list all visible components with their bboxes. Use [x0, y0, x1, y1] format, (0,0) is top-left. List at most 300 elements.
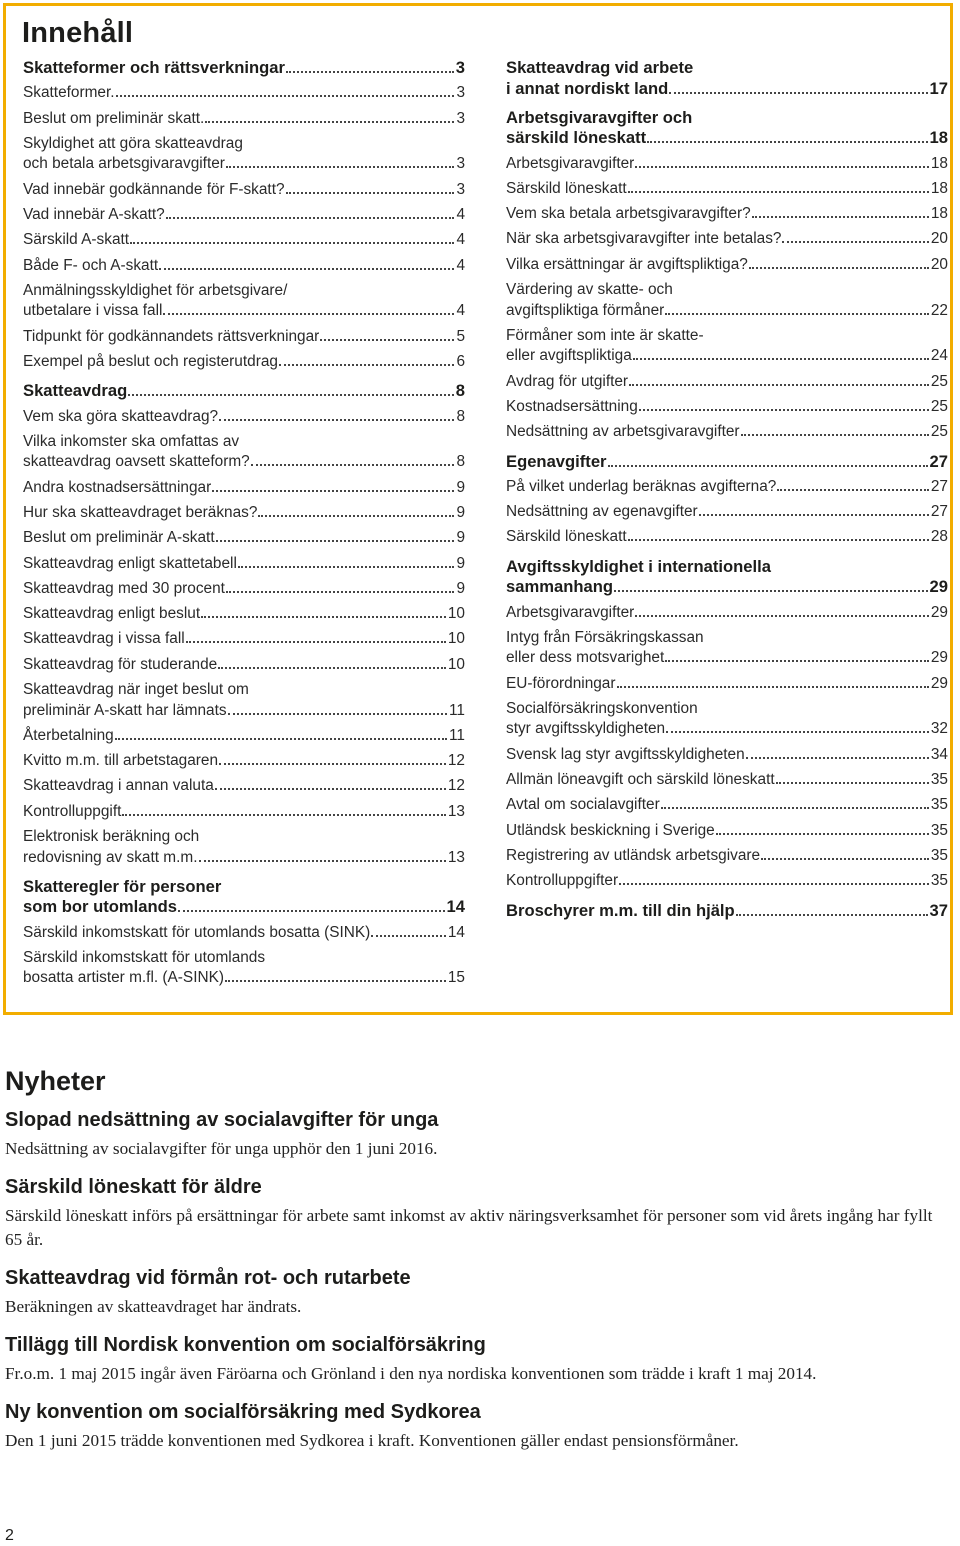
- toc-page-number: 9: [456, 503, 465, 521]
- toc-page-number: 18: [930, 179, 948, 197]
- news-item: [5, 1400, 945, 1453]
- toc-entry-row: [23, 923, 465, 944]
- toc-entry[interactable]: [506, 603, 948, 628]
- toc-entry-row: [506, 648, 948, 669]
- toc-page-number: 4: [456, 256, 465, 274]
- dot-leader: [699, 514, 929, 516]
- toc-entry-text: Skatteavdrag för studerande: [23, 655, 218, 673]
- dot-leader: [665, 660, 929, 662]
- toc-entry[interactable]: [23, 655, 465, 680]
- toc-entry-text: Skatteformer.: [23, 84, 115, 102]
- toc-page-number: 29: [929, 577, 948, 597]
- toc-entry-text: Vad innebär godkännande för F-skatt?: [23, 180, 285, 198]
- toc-page-number: 18: [930, 205, 948, 223]
- dot-leader: [279, 364, 454, 366]
- news-item: [5, 1266, 945, 1319]
- toc-entry-row: [23, 301, 465, 322]
- toc-entry-row: [23, 230, 465, 251]
- toc-entry-text: Egenavgifter: [506, 451, 607, 471]
- toc-entry-row: [506, 577, 948, 598]
- dot-leader: [212, 490, 454, 492]
- toc-page-number: 5: [456, 327, 465, 345]
- toc-entry-row: [23, 180, 465, 201]
- news-item-body: Nedsättning av socialavgifter för unga upphör den 1 juni 2016.: [5, 1139, 438, 1158]
- dot-leader: [635, 166, 929, 168]
- toc-title: Innehåll: [22, 17, 134, 49]
- toc-page-number: 27: [930, 503, 948, 521]
- toc-page-number: 25: [930, 423, 948, 441]
- toc-entry-row: [506, 179, 948, 200]
- toc-entry-row: [23, 256, 465, 277]
- dot-leader: [782, 241, 928, 243]
- toc-entry-row: [23, 629, 465, 650]
- toc-entry[interactable]: [23, 726, 465, 751]
- toc-page-number: 25: [930, 372, 948, 390]
- toc-entry-text: Vilka inkomster ska omfattas av: [23, 432, 240, 450]
- toc-entry-text: Kostnadsersättning: [506, 397, 638, 415]
- toc-entry-text: Särskild inkomstskatt för utomlands: [23, 948, 266, 966]
- toc-entry-text: Skatteavdrag enligt skattetabell: [23, 554, 237, 572]
- toc-entry-row: [23, 776, 465, 797]
- toc-entry-text: Socialförsäkringskonvention: [506, 699, 698, 717]
- toc-entry-row: [506, 674, 948, 695]
- toc-heading[interactable]: [23, 877, 465, 923]
- toc-entry[interactable]: [23, 629, 465, 654]
- toc-page-number: 35: [930, 821, 948, 839]
- toc-entry[interactable]: [23, 680, 465, 726]
- toc-entry-text: särskild löneskatt: [506, 128, 647, 148]
- toc-entry-row: [506, 128, 948, 149]
- toc-page-number: 8: [456, 453, 465, 471]
- toc-page-number: 11: [449, 726, 465, 744]
- toc-entry-row: [506, 821, 948, 842]
- dot-leader: [251, 464, 455, 466]
- toc-page-number: 13: [447, 802, 465, 820]
- dot-leader: [163, 313, 454, 315]
- toc-entry-text: Skatteavdrag: [23, 381, 128, 401]
- toc-entry-row: [23, 352, 465, 373]
- news-item-body: Den 1 juni 2015 trädde konventionen med Sydkorea i kraft. Konventionen gäller endast pensionsförmåner.: [5, 1431, 739, 1450]
- toc-entry-row: [23, 478, 465, 499]
- dot-leader: [205, 121, 454, 123]
- toc-entry-row: [506, 477, 948, 498]
- dot-leader: [216, 540, 455, 542]
- toc-entry-text: Tidpunkt för godkännandets rättsverkningar: [23, 327, 320, 345]
- toc-page-number: 37: [929, 900, 948, 920]
- toc-entry-row: [23, 109, 465, 130]
- toc-entry[interactable]: [506, 154, 948, 179]
- toc-entry[interactable]: [506, 204, 948, 229]
- toc-entry-text: Kontrolluppgift: [23, 802, 122, 820]
- toc-page-number: 9: [456, 579, 465, 597]
- toc-entry[interactable]: [506, 255, 948, 280]
- toc-entry[interactable]: [506, 821, 948, 846]
- toc-heading[interactable]: [23, 381, 465, 406]
- toc-entry[interactable]: [23, 579, 465, 604]
- toc-entry[interactable]: [506, 179, 948, 204]
- toc-page-number: 27: [929, 451, 948, 471]
- toc-entry-text: Arbetsgivaravgifter: [506, 603, 635, 621]
- toc-page-number: 14: [446, 897, 465, 917]
- dot-leader: [116, 95, 455, 97]
- dot-leader: [669, 92, 927, 94]
- toc-entry[interactable]: [506, 502, 948, 527]
- toc-entry[interactable]: [23, 604, 465, 629]
- dot-leader: [741, 434, 929, 436]
- toc-entry[interactable]: [23, 109, 465, 134]
- toc-page-number: 25: [930, 397, 948, 415]
- toc-entry-row: [23, 503, 465, 524]
- toc-entry-row: [506, 79, 948, 100]
- dot-leader: [635, 615, 929, 617]
- news-item-body: Fr.o.m. 1 maj 2015 ingår även Färöarna och Grönland i den nya nordiska konventionen som trädde i kraft 1 maj 2014.: [5, 1364, 817, 1383]
- toc-entry-text: Vad innebär A-skatt?: [23, 205, 165, 223]
- dot-leader: [665, 313, 929, 315]
- dot-leader: [122, 814, 445, 816]
- toc-entry-row: [506, 346, 948, 367]
- toc-entry-row: [506, 154, 948, 175]
- toc-entry-text: eller avgiftspliktiga: [506, 347, 632, 365]
- toc-page-number: 10: [447, 655, 465, 673]
- news-item-body: Särskild löneskatt införs på ersättningar för arbete samt inkomst av aktiv näringsverksamhet för personer som vid årets ingång har fyllt 65 år.: [5, 1206, 933, 1249]
- toc-entry[interactable]: [23, 827, 465, 873]
- dot-leader: [736, 914, 928, 916]
- dot-leader: [186, 641, 446, 643]
- toc-entry-row: [23, 554, 465, 575]
- dot-leader: [647, 141, 927, 143]
- toc-entry-text: Förmåner som inte är skatte-: [506, 326, 704, 344]
- dot-leader: [130, 242, 454, 244]
- news-item-heading: Särskild löneskatt för äldre: [5, 1176, 262, 1198]
- toc-page-number: 24: [930, 347, 948, 365]
- toc-entry-text: Både F- och A-skatt: [23, 256, 159, 274]
- toc-entry-text: Nedsättning av egenavgifter: [506, 503, 698, 521]
- news-item-heading: Ny konvention om socialförsäkring med Sydkorea: [5, 1401, 481, 1423]
- news-item: [5, 1333, 945, 1386]
- toc-entry[interactable]: [506, 770, 948, 795]
- toc-entry-row: [506, 871, 948, 892]
- news-item: [5, 1175, 945, 1252]
- toc-entry-row: [506, 229, 948, 250]
- toc-entry-text: sammanhang: [506, 577, 613, 597]
- dot-leader: [225, 980, 446, 982]
- toc-entry-text: och betala arbetsgivaravgifter: [23, 155, 225, 173]
- toc-entry-row: [23, 407, 465, 428]
- dot-leader: [608, 465, 928, 467]
- toc-entry-text: styr avgiftsskyldigheten: [506, 720, 666, 738]
- toc-entry-text: Kontrolluppgifter: [506, 872, 619, 890]
- toc-entry-text: Skatteavdrag med 30 procent: [23, 579, 225, 597]
- toc-entry[interactable]: [23, 256, 465, 281]
- toc-entry-row: [23, 452, 465, 473]
- toc-entry[interactable]: [23, 134, 465, 180]
- toc-entry-text: preliminär A-skatt har lämnats: [23, 701, 227, 719]
- toc-page-number: 12: [447, 777, 465, 795]
- toc-entry-text: som bor utomlands: [23, 897, 177, 917]
- toc-page-number: 4: [456, 302, 465, 320]
- toc-page-number: 18: [930, 154, 948, 172]
- toc-heading[interactable]: [506, 901, 948, 926]
- toc-page-number: 9: [456, 554, 465, 572]
- toc-page-number: 32: [930, 720, 948, 738]
- toc-page-number: 35: [930, 872, 948, 890]
- toc-entry[interactable]: [506, 674, 948, 699]
- dot-leader: [752, 216, 929, 218]
- toc-entry-text: Vilka ersättningar är avgiftspliktiga?: [506, 255, 748, 273]
- toc-entry-row: [506, 846, 948, 867]
- toc-entry-text: Nedsättning av arbetsgivaravgifter: [506, 423, 740, 441]
- news-item-heading: Slopad nedsättning av socialavgifter för unga: [5, 1109, 439, 1131]
- toc-entry[interactable]: [23, 554, 465, 579]
- toc-page-number: 10: [447, 630, 465, 648]
- toc-entry[interactable]: [23, 205, 465, 230]
- toc-entry[interactable]: [506, 422, 948, 447]
- dot-leader: [201, 616, 446, 618]
- toc-page-number: 35: [930, 846, 948, 864]
- toc-page-number: 3: [456, 109, 465, 127]
- toc-entry-row: [23, 726, 465, 747]
- toc-entry-text: Arbetsgivaravgifter och: [506, 107, 693, 127]
- toc-entry-text: Avdrag för utgifter: [506, 372, 629, 390]
- toc-entry[interactable]: [506, 397, 948, 422]
- toc-entry[interactable]: [506, 871, 948, 896]
- toc-page-number: 15: [447, 969, 465, 987]
- dot-leader: [666, 731, 929, 733]
- toc-entry[interactable]: [506, 745, 948, 770]
- news-list: [5, 1108, 945, 1453]
- toc-entry-text: Arbetsgivaravgifter: [506, 154, 635, 172]
- toc-entry[interactable]: [506, 699, 948, 745]
- toc-page-number: 22: [930, 301, 948, 319]
- toc-entry-text: Särskild löneskatt: [506, 528, 627, 546]
- news-title: Nyheter: [5, 1066, 106, 1096]
- toc-entry-row: [506, 795, 948, 816]
- toc-page-number: 10: [447, 605, 465, 623]
- toc-page-number: 20: [930, 230, 948, 248]
- toc-entry-row: [23, 848, 465, 869]
- toc-page-number: 34: [930, 745, 948, 763]
- toc-entry-text: avgiftspliktiga förmåner: [506, 301, 665, 319]
- dot-leader: [628, 539, 929, 541]
- toc-heading[interactable]: [506, 108, 948, 154]
- toc-entry-text: Utländsk beskickning i Sverige: [506, 821, 715, 839]
- news-item-body: Beräkningen av skatteavdraget har ändrats.: [5, 1297, 302, 1316]
- dot-leader: [776, 782, 929, 784]
- toc-entry-text: Kvitto m.m. till arbetstagaren: [23, 752, 219, 770]
- toc-entry[interactable]: [23, 352, 465, 377]
- dot-leader: [633, 358, 929, 360]
- toc-entry-text: Skatteregler för personer: [23, 876, 222, 896]
- toc-entry-text: På vilket underlag beräknas avgifterna?: [506, 477, 777, 495]
- toc-entry-text: utbetalare i vissa fall: [23, 302, 163, 320]
- dot-leader: [761, 858, 929, 860]
- toc-entry-text: Vem ska betala arbetsgivaravgifter?: [506, 205, 751, 223]
- toc-page-number: 9: [456, 529, 465, 547]
- toc-page-number: 20: [930, 255, 948, 273]
- dot-leader: [639, 409, 929, 411]
- toc-entry-row: [23, 58, 465, 79]
- toc-page-number: 9: [456, 478, 465, 496]
- toc-entry-row: [506, 502, 948, 523]
- toc-entry-text: EU-förordningar: [506, 674, 616, 692]
- toc-entry-text: Avtal om socialavgifter: [506, 796, 660, 814]
- toc-heading[interactable]: [23, 58, 465, 83]
- dot-leader: [286, 71, 454, 73]
- toc-entry[interactable]: [23, 751, 465, 776]
- toc-entry-text: Särskild A-skatt: [23, 231, 130, 249]
- toc-entry[interactable]: [506, 795, 948, 820]
- toc-entry[interactable]: [23, 802, 465, 827]
- dot-leader: [226, 166, 455, 168]
- toc-entry[interactable]: [23, 83, 465, 108]
- toc-entry-text: skatteavdrag oavsett skatteform?: [23, 453, 250, 471]
- toc-page-number: 12: [447, 752, 465, 770]
- dot-leader: [619, 883, 929, 885]
- toc-page-number: 4: [456, 231, 465, 249]
- toc-entry-row: [23, 968, 465, 989]
- toc-entry-text: Skatteavdrag när inget beslut om: [23, 681, 249, 699]
- toc-entry-text: Elektronisk beräkning och: [23, 828, 200, 846]
- toc-entry[interactable]: [23, 327, 465, 352]
- toc-entry-row: [506, 372, 948, 393]
- toc-entry[interactable]: [506, 326, 948, 372]
- dot-leader: [215, 788, 446, 790]
- toc-entry-row: [506, 901, 948, 922]
- toc-page-number: 35: [930, 796, 948, 814]
- toc-entry-text: Hur ska skatteavdraget beräknas?: [23, 503, 258, 521]
- toc-entry-row: [23, 205, 465, 226]
- toc-entry-text: Vem ska göra skatteavdrag?: [23, 407, 219, 425]
- toc-entry[interactable]: [506, 372, 948, 397]
- dot-leader: [746, 757, 929, 759]
- dot-leader: [199, 860, 446, 862]
- dot-leader: [661, 807, 929, 809]
- dot-leader: [617, 686, 929, 688]
- news-section: [5, 1064, 945, 1467]
- toc-column-right: [506, 58, 948, 926]
- dot-leader: [286, 192, 455, 194]
- toc-entry-row: [23, 381, 465, 402]
- toc-entry-text: Skatteavdrag i annan valuta: [23, 777, 214, 795]
- toc-entry[interactable]: [23, 776, 465, 801]
- toc-entry[interactable]: [506, 846, 948, 871]
- toc-heading[interactable]: [506, 557, 948, 603]
- dot-leader: [128, 394, 454, 396]
- dot-leader: [371, 935, 446, 937]
- toc-entry-text: Beslut om preliminär skatt.: [23, 109, 205, 127]
- toc-page-number: 17: [929, 78, 948, 98]
- toc-entry[interactable]: [23, 432, 465, 478]
- toc-heading[interactable]: [506, 58, 948, 104]
- dot-leader: [178, 910, 445, 912]
- toc-entry-text: Särskild inkomstskatt för utomlands bosatta (SINK): [23, 923, 371, 941]
- toc-column-left: [23, 58, 465, 994]
- toc-entry[interactable]: [23, 180, 465, 205]
- toc-page-number: 28: [930, 528, 948, 546]
- toc-entry-row: [23, 604, 465, 625]
- toc-page-number: 8: [455, 381, 465, 401]
- toc-entry[interactable]: [506, 229, 948, 254]
- toc-entry[interactable]: [506, 280, 948, 326]
- toc-entry-text: i annat nordiskt land: [506, 78, 669, 98]
- dot-leader: [320, 339, 454, 341]
- toc-entry-row: [506, 527, 948, 548]
- dot-leader: [258, 515, 454, 517]
- toc-entry-row: [506, 745, 948, 766]
- toc-entry-text: Särskild löneskatt: [506, 179, 627, 197]
- toc-page-number: 29: [930, 674, 948, 692]
- toc-page-number: 13: [447, 848, 465, 866]
- toc-entry-text: eller dess motsvarighet: [506, 649, 665, 667]
- toc-entry-text: Broschyrer m.m. till din hjälp: [506, 900, 735, 920]
- toc-entry-text: Allmän löneavgift och särskild löneskatt: [506, 771, 775, 789]
- dot-leader: [628, 191, 929, 193]
- news-item-heading: Tillägg till Nordisk konvention om socialförsäkring: [5, 1334, 486, 1356]
- toc-page-number: 18: [929, 128, 948, 148]
- dot-leader: [614, 590, 928, 592]
- toc-entry-row: [23, 897, 465, 918]
- dot-leader: [115, 738, 447, 740]
- toc-entry-text: Skatteavdrag i vissa fall: [23, 630, 185, 648]
- toc-entry-text: Andra kostnadsersättningar: [23, 478, 212, 496]
- toc-entry-text: Anmälningsskyldighet för arbetsgivare/: [23, 281, 288, 299]
- toc-entry-text: När ska arbetsgivaravgifter inte betalas?: [506, 230, 782, 248]
- toc-page-number: 3: [456, 84, 465, 102]
- dot-leader: [238, 566, 455, 568]
- toc-entry[interactable]: [23, 407, 465, 432]
- toc-page-number: 8: [456, 407, 465, 425]
- toc-entry-row: [506, 204, 948, 225]
- dot-leader: [159, 268, 454, 270]
- toc-entry-row: [23, 751, 465, 772]
- toc-page-number: 3: [456, 180, 465, 198]
- toc-entry-row: [506, 452, 948, 473]
- dot-leader: [777, 489, 929, 491]
- toc-entry[interactable]: [506, 477, 948, 502]
- toc-entry-row: [23, 701, 465, 722]
- toc-entry-text: redovisning av skatt m.m.: [23, 848, 198, 866]
- toc-entry-text: Exempel på beslut och registerutdrag: [23, 352, 278, 370]
- toc-entry-text: Registrering av utländsk arbetsgivare: [506, 846, 761, 864]
- toc-entry[interactable]: [506, 628, 948, 674]
- toc-entry-text: Skatteformer och rättsverkningar: [23, 58, 285, 77]
- toc-entry[interactable]: [23, 478, 465, 503]
- toc-entry-row: [506, 719, 948, 740]
- toc-page-number: 6: [456, 352, 465, 370]
- toc-entry-row: [506, 301, 948, 322]
- toc-entry[interactable]: [23, 948, 465, 994]
- toc-entry[interactable]: [23, 230, 465, 255]
- dot-leader: [629, 384, 929, 386]
- toc-entry-text: Intyg från Försäkringskassan: [506, 628, 704, 646]
- toc-entry[interactable]: [23, 528, 465, 553]
- dot-leader: [218, 667, 446, 669]
- dot-leader: [166, 217, 455, 219]
- toc-entry-text: bosatta artister m.fl. (A-SINK): [23, 969, 224, 987]
- toc-page-number: 14: [447, 923, 465, 941]
- toc-entry[interactable]: [23, 503, 465, 528]
- dot-leader: [716, 833, 929, 835]
- toc-entry-text: Skatteavdrag enligt beslut: [23, 605, 201, 623]
- news-item-heading: Skatteavdrag vid förmån rot- och rutarbete: [5, 1267, 411, 1289]
- toc-entry-row: [23, 83, 465, 104]
- toc-entry[interactable]: [23, 923, 465, 948]
- toc-entry-text: Avgiftsskyldighet i internationella: [506, 556, 771, 576]
- toc-heading[interactable]: [506, 452, 948, 477]
- toc-entry-row: [23, 802, 465, 823]
- toc-entry[interactable]: [506, 527, 948, 552]
- toc-entry[interactable]: [23, 281, 465, 327]
